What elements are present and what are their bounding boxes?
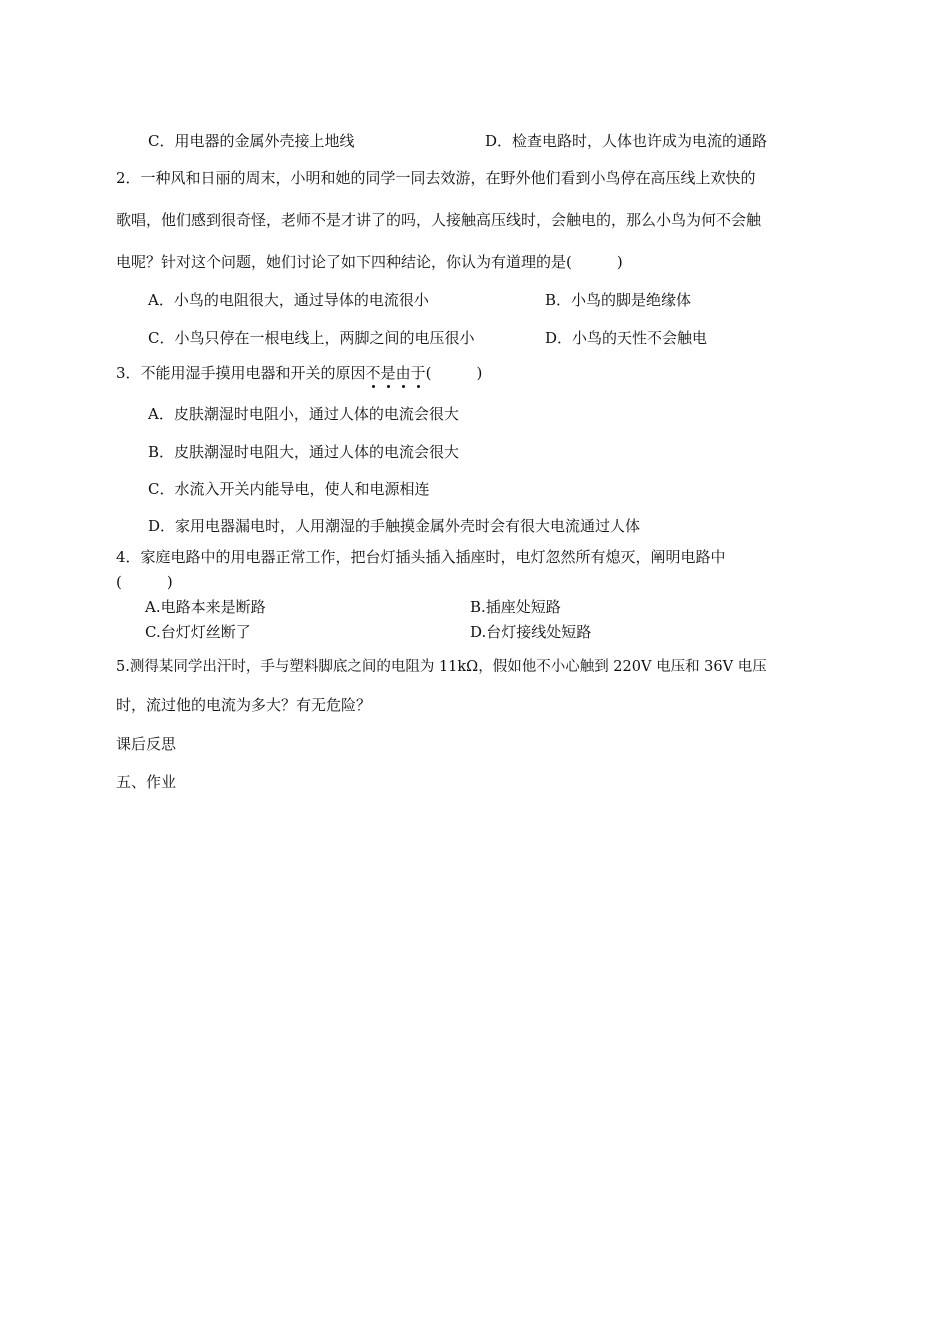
q5-stem-line-2: 时，流过他的电流为多大？有无危险？ — [116, 696, 372, 714]
q2-stem-line-1: 2．一种风和日丽的周末，小明和她的同学一同去效游，在野外他们看到小鸟停在高压线上欢快的 — [116, 169, 756, 187]
q5-stem-line-1: 5.测得某同学出汗时，手与塑料脚底之间的电阻为 11kΩ，假如他不小心触到 220V 电压和 36V 电压 — [116, 659, 767, 675]
q3-emphasis-char-1: 不 — [365, 364, 381, 382]
q3-answer-blank: ( ) — [425, 364, 483, 382]
q3-option-a: A．皮肤潮湿时电阻小，通过人体的电流会很大 — [148, 405, 459, 423]
q1-option-c: C．用电器的金属外壳接上地线 — [148, 132, 355, 150]
q3-stem — [116, 363, 482, 383]
q4-option-c: C.台灯灯丝断了 — [145, 623, 251, 641]
q2-stem-line-2: 歌唱，他们感到很奇怪，老师不是才讲了的吗，人接触高压线时，会触电的，那么小鸟为何不会触 — [116, 211, 762, 229]
q1-option-d: D．检查电路时，人体也许成为电流的通路 — [485, 132, 768, 150]
q2-option-a: A．小鸟的电阻很大，通过导体的电流很小 — [148, 291, 429, 309]
q2-option-c: C．小鸟只停在一根电线上，两脚之间的电压很小 — [148, 329, 475, 347]
q4-option-d: D.台灯接线处短路 — [470, 623, 592, 641]
q4-answer-blank: ( ) — [116, 573, 173, 591]
q4-option-b: B.插座处短路 — [470, 598, 561, 616]
q3-emphasis-char-2: 是 — [380, 364, 396, 382]
q3-option-b: B．皮肤潮湿时电阻大，通过人体的电流会很大 — [148, 443, 460, 461]
q3-emphasis-char-4: 于 — [410, 364, 426, 382]
q3-emphasis-char-3: 由 — [395, 364, 411, 382]
homework-heading: 五、作业 — [116, 773, 177, 791]
q3-stem-text: 3．不能用湿手摸用电器和开关的原因 — [116, 364, 366, 382]
q4-stem-line-1: 4．家庭电路中的用电器正常工作，把台灯插头插入插座时，电灯忽然所有熄灭，阐明电路中 — [116, 548, 726, 566]
q4-option-a: A.电路本来是断路 — [145, 598, 266, 616]
q2-option-b: B．小鸟的脚是绝缘体 — [545, 291, 692, 309]
q3-option-d: D．家用电器漏电时，人用潮湿的手触摸金属外壳时会有很大电流通过人体 — [148, 517, 641, 535]
q2-option-d: D．小鸟的天性不会触电 — [545, 329, 708, 347]
q2-stem-line-3: 电呢？针对这个问题，她们讨论了如下四种结论，你认为有道理的是( ) — [116, 253, 623, 271]
q3-option-c: C．水流入开关内能导电，使人和电源相连 — [148, 480, 430, 498]
reflection-heading: 课后反思 — [116, 735, 177, 753]
